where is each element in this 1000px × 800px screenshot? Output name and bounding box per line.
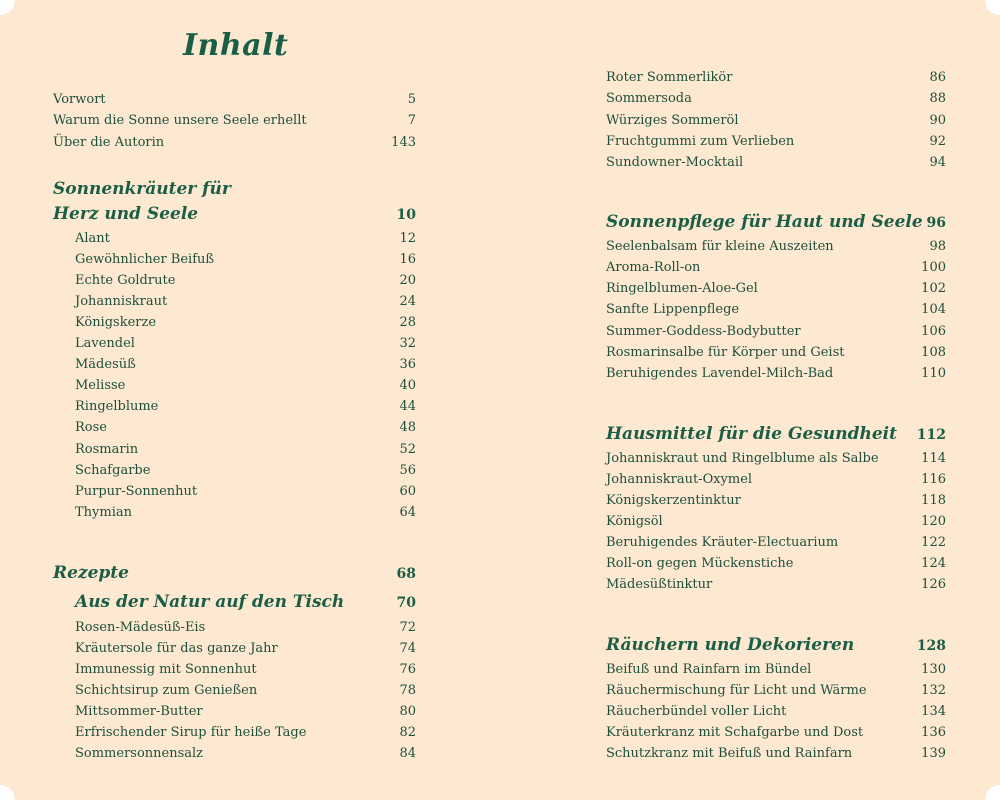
entry-label: Würziges Sommeröl <box>606 113 739 128</box>
subsection-page: 70 <box>396 595 416 611</box>
toc-entry[interactable] <box>606 745 946 763</box>
entry-label: Ringelblumen-Aloe-Gel <box>606 281 758 296</box>
entry-label: Königskerze <box>75 315 157 330</box>
entry-page: 114 <box>921 451 946 466</box>
entry-page: 12 <box>399 231 416 246</box>
toc-entry[interactable] <box>606 112 946 130</box>
entry-page: 92 <box>929 134 946 149</box>
section-title: Rezepte <box>53 563 129 583</box>
entry-label: Johanniskraut und Ringelblume als Salbe <box>606 451 879 466</box>
toc-entry[interactable] <box>606 301 946 319</box>
toc-entry[interactable] <box>53 112 416 130</box>
toc-entry[interactable] <box>606 471 946 489</box>
toc-entry[interactable] <box>75 251 416 269</box>
entry-label: Über die Autorin <box>53 135 165 150</box>
section-page: 96 <box>926 215 946 231</box>
entry-page: 60 <box>399 484 416 499</box>
section-title: Sonnenpflege für Haut und Seele <box>606 212 923 232</box>
entry-page: 90 <box>929 113 946 128</box>
entry-page: 102 <box>921 281 946 296</box>
entry-page: 130 <box>921 662 946 677</box>
section-page: 128 <box>916 638 946 654</box>
toc-entry[interactable] <box>75 661 416 679</box>
entry-page: 7 <box>407 113 416 128</box>
toc-entry[interactable] <box>75 335 416 353</box>
toc-entry[interactable] <box>606 133 946 151</box>
section-title-line2: Herz und Seele <box>53 204 199 224</box>
entry-label: Beruhigendes Lavendel-Milch-Bad <box>606 366 834 381</box>
section-heading[interactable] <box>53 178 416 200</box>
entry-label: Gewöhnlicher Beifuß <box>75 252 215 267</box>
toc-entry[interactable] <box>53 134 416 152</box>
toc-entry[interactable] <box>75 314 416 332</box>
entry-label: Schichtsirup zum Genießen <box>75 683 258 698</box>
toc-entry[interactable] <box>75 462 416 480</box>
entry-label: Mädesüßtinktur <box>606 577 713 592</box>
entry-page: 72 <box>399 620 416 635</box>
entry-label: Fruchtgummi zum Verlieben <box>606 134 795 149</box>
entry-page: 104 <box>921 302 946 317</box>
toc-entry[interactable] <box>606 576 946 594</box>
entry-label: Schutzkranz mit Beifuß und Rainfarn <box>606 746 853 761</box>
toc-entry[interactable] <box>606 344 946 362</box>
entry-page: 122 <box>921 535 946 550</box>
toc-entry[interactable] <box>606 69 946 87</box>
entry-page: 82 <box>399 725 416 740</box>
toc-entry[interactable] <box>75 745 416 763</box>
entry-page: 100 <box>921 260 946 275</box>
entry-page: 84 <box>399 746 416 761</box>
entry-page: 20 <box>399 273 416 288</box>
entry-label: Mädesüß <box>75 357 136 372</box>
toc-entry[interactable] <box>606 154 946 172</box>
entry-label: Königskerzentinktur <box>606 493 741 508</box>
entry-label: Sommersoda <box>606 91 692 106</box>
entry-label: Echte Goldrute <box>75 273 176 288</box>
section-heading[interactable] <box>53 562 416 585</box>
entry-label: Johanniskraut <box>75 294 168 309</box>
entry-label: Roll-on gegen Mückenstiche <box>606 556 794 571</box>
section-title-line1: Sonnenkräuter für <box>53 179 231 199</box>
entry-page: 108 <box>921 345 946 360</box>
entry-label: Vorwort <box>53 92 106 107</box>
toc-entry[interactable] <box>75 682 416 700</box>
toc-entry[interactable] <box>75 441 416 459</box>
entry-label: Beruhigendes Kräuter-Electuarium <box>606 535 839 550</box>
section-page: 112 <box>916 427 946 443</box>
subsection-heading[interactable] <box>75 591 416 614</box>
entry-page: 36 <box>399 357 416 372</box>
entry-page: 74 <box>399 641 416 656</box>
entry-page: 56 <box>399 463 416 478</box>
toc-entry[interactable] <box>75 272 416 290</box>
entry-page: 88 <box>929 91 946 106</box>
entry-page: 118 <box>921 493 946 508</box>
entry-label: Ringelblume <box>75 399 159 414</box>
page-corner-cutout <box>0 785 15 800</box>
entry-label: Seelenbalsam für kleine Auszeiten <box>606 239 834 254</box>
entry-label: Mittsommer-Butter <box>75 704 203 719</box>
entry-label: Sommersonnensalz <box>75 746 204 761</box>
entry-page: 136 <box>921 725 946 740</box>
toc-entry[interactable] <box>75 230 416 248</box>
entry-page: 124 <box>921 556 946 571</box>
entry-label: Schafgarbe <box>75 463 151 478</box>
toc-entry[interactable] <box>606 365 946 383</box>
entry-page: 143 <box>391 135 416 150</box>
entry-page: 94 <box>929 155 946 170</box>
entry-page: 5 <box>407 92 416 107</box>
entry-label: Rosmarinsalbe für Körper und Geist <box>606 345 845 360</box>
entry-label: Kräutersole für das ganze Jahr <box>75 641 278 656</box>
entry-label: Aroma-Roll-on <box>606 260 701 275</box>
toc-entry[interactable] <box>606 238 946 256</box>
toc-entry[interactable] <box>75 398 416 416</box>
entry-label: Erfrischender Sirup für heiße Tage <box>75 725 307 740</box>
section-heading[interactable] <box>53 203 416 226</box>
entry-page: 80 <box>399 704 416 719</box>
entry-page: 24 <box>399 294 416 309</box>
toc-entry[interactable] <box>606 661 946 679</box>
entry-label: Purpur-Sonnenhut <box>75 484 198 499</box>
entry-label: Thymian <box>75 505 132 520</box>
entry-page: 64 <box>399 505 416 520</box>
section-title: Hausmittel für die Gesundheit <box>606 424 897 444</box>
entry-label: Roter Sommerlikör <box>606 70 733 85</box>
entry-page: 86 <box>929 70 946 85</box>
section-heading[interactable] <box>606 423 946 446</box>
section-title: Räuchern und Dekorieren <box>606 635 855 655</box>
toc-entry[interactable] <box>75 724 416 742</box>
section-heading[interactable] <box>606 634 946 657</box>
entry-label: Summer-Goddess-Bodybutter <box>606 324 801 339</box>
toc-entry[interactable] <box>75 356 416 374</box>
entry-page: 52 <box>399 442 416 457</box>
entry-page: 132 <box>921 683 946 698</box>
toc-entry[interactable] <box>75 377 416 395</box>
entry-label: Melisse <box>75 378 126 393</box>
entry-page: 116 <box>921 472 946 487</box>
entry-page: 44 <box>399 399 416 414</box>
entry-label: Sundowner-Mocktail <box>606 155 744 170</box>
entry-label: Rosmarin <box>75 442 139 457</box>
toc-entry[interactable] <box>606 555 946 573</box>
entry-label: Warum die Sonne unsere Seele erhellt <box>53 113 307 128</box>
toc-entry[interactable] <box>75 483 416 501</box>
entry-page: 32 <box>399 336 416 351</box>
entry-label: Rosen-Mädesüß-Eis <box>75 620 206 635</box>
page-corner-cutout <box>985 0 1000 15</box>
entry-label: Lavendel <box>75 336 135 351</box>
toc-entry[interactable] <box>75 640 416 658</box>
entry-page: 126 <box>921 577 946 592</box>
entry-page: 40 <box>399 378 416 393</box>
entry-page: 78 <box>399 683 416 698</box>
entry-page: 120 <box>921 514 946 529</box>
toc-entry[interactable] <box>606 90 946 108</box>
entry-label: Alant <box>75 231 110 246</box>
entry-label: Johanniskraut-Oxymel <box>606 472 753 487</box>
toc-entry[interactable] <box>75 293 416 311</box>
section-page: 68 <box>396 566 416 582</box>
entry-page: 106 <box>921 324 946 339</box>
toc-entry[interactable] <box>53 91 416 109</box>
subsection-title: Aus der Natur auf den Tisch <box>75 592 345 612</box>
entry-label: Königsöl <box>606 514 663 529</box>
entry-page: 28 <box>399 315 416 330</box>
entry-page: 76 <box>399 662 416 677</box>
toc-entry[interactable] <box>75 504 416 522</box>
entry-page: 134 <box>921 704 946 719</box>
toc-entry[interactable] <box>75 703 416 721</box>
toc-entry[interactable] <box>606 450 946 468</box>
page-corner-cutout <box>0 0 15 15</box>
entry-page: 48 <box>399 420 416 435</box>
toc-entry[interactable] <box>606 259 946 277</box>
entry-page: 16 <box>399 252 416 267</box>
toc-entry[interactable] <box>75 619 416 637</box>
entry-label: Sanfte Lippenpflege <box>606 302 740 317</box>
section-heading[interactable] <box>606 211 946 234</box>
entry-label: Rose <box>75 420 107 435</box>
entry-label: Beifuß und Rainfarn im Bündel <box>606 662 812 677</box>
entry-page: 98 <box>929 239 946 254</box>
toc-entry[interactable] <box>606 724 946 742</box>
toc-entry[interactable] <box>606 534 946 552</box>
toc-entry[interactable] <box>606 703 946 721</box>
toc-entry[interactable] <box>606 280 946 298</box>
entry-page: 110 <box>921 366 946 381</box>
entry-label: Räuchermischung für Licht und Wärme <box>606 683 867 698</box>
toc-entry[interactable] <box>606 492 946 510</box>
section-page: 10 <box>396 207 416 223</box>
page-corner-cutout <box>985 785 1000 800</box>
entry-page: 139 <box>921 746 946 761</box>
entry-label: Räucherbündel voller Licht <box>606 704 787 719</box>
toc-entry[interactable] <box>606 513 946 531</box>
page-title: Inhalt <box>183 28 289 63</box>
toc-entry[interactable] <box>606 323 946 341</box>
entry-label: Kräuterkranz mit Schafgarbe und Dost <box>606 725 864 740</box>
toc-entry[interactable] <box>606 682 946 700</box>
toc-entry[interactable] <box>75 419 416 437</box>
entry-label: Immunessig mit Sonnenhut <box>75 662 257 677</box>
